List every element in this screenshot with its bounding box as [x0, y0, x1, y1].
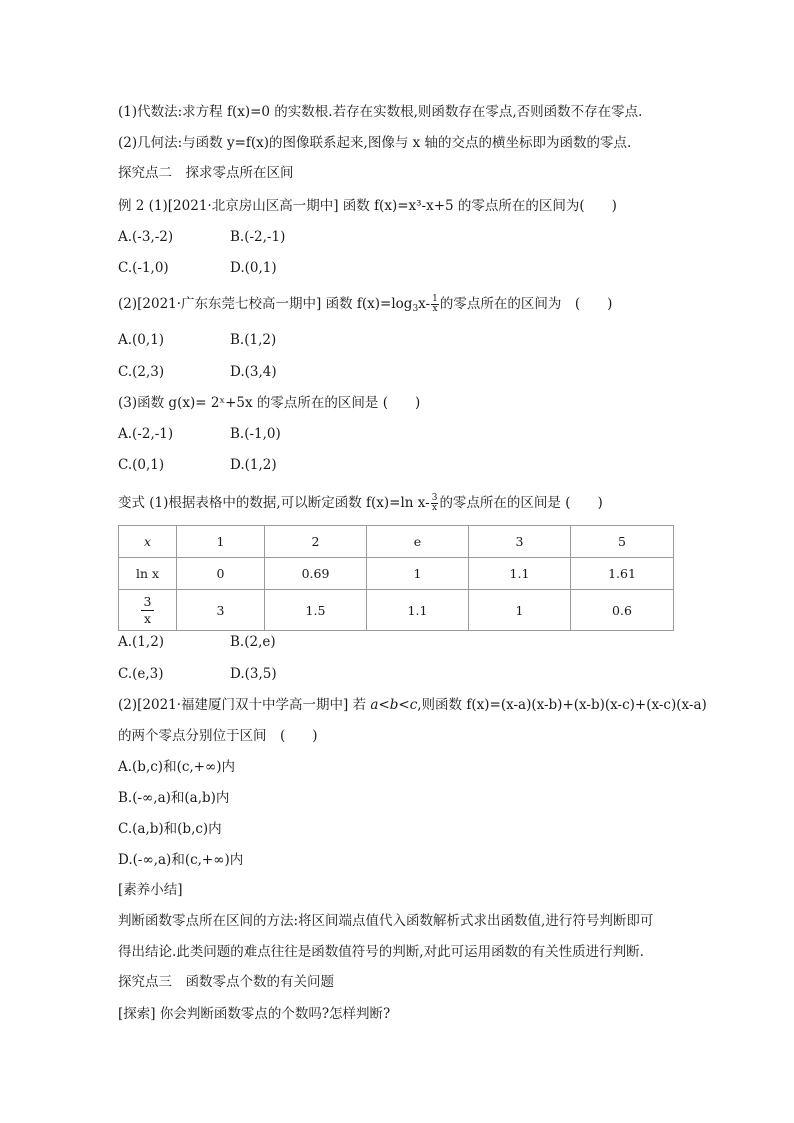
var1-option-d: D.(3,5): [230, 666, 277, 682]
variant-1: [118, 493, 603, 513]
variant-1-prefix: 变式 (1)根据表格中的数据,可以断定函数: [118, 495, 366, 511]
example-2-2: [118, 294, 612, 314]
var1-option-b: B.(2,e): [230, 634, 276, 650]
table-cell: e: [367, 526, 469, 558]
variant-1-func: f(x)=ln x-: [366, 495, 430, 511]
table-cell: 1: [177, 526, 265, 558]
variant-1-suffix: 的零点所在的区间是 ( ): [439, 495, 603, 511]
frac-num: 3: [431, 493, 438, 503]
ex1-option-a: A.(-3,-2): [118, 229, 174, 245]
method-geometric: (2)几何法:与函数 y=f(x)的图像联系起来,图像与 x 轴的交点的横坐标即为函数的零点.: [118, 135, 632, 151]
table-cell: 1: [469, 590, 571, 631]
frac-den: x: [432, 503, 438, 513]
example-2-1: [118, 196, 617, 216]
table-row-label: $\frac{3}{x}$: [119, 590, 177, 631]
var2-option-b: B.(-∞,a)和(a,b)内: [118, 790, 230, 806]
table-cell: 3: [177, 590, 265, 631]
ex3-option-d: D.(1,2): [230, 457, 277, 473]
example-2-2-suffix: 的零点所在的区间为 ( ): [439, 296, 613, 312]
example-2-1-prefix: 例 2 (1)[2021·北京房山区高一期中] 函数: [118, 198, 375, 214]
summary-heading: [素养小结]: [118, 882, 183, 898]
example-2-3-suffix: 的零点所在的区间是 ( ): [252, 395, 421, 411]
section-3-heading: 探究点三 函数零点个数的有关问题: [118, 974, 334, 990]
table-cell: 1.1: [469, 558, 571, 590]
table-cell: 2: [265, 526, 367, 558]
ex2-option-a: A.(0,1): [118, 332, 165, 348]
explore-question: [探索] 你会判断函数零点的个数吗?怎样判断?: [118, 1006, 391, 1022]
table-cell: 0.69: [265, 558, 367, 590]
table-cell: 1.1: [367, 590, 469, 631]
section-2-heading: 探究点二 探求零点所在区间: [118, 165, 294, 181]
table-cell: 1.5: [265, 590, 367, 631]
example-2-1-suffix: 的零点所在的区间为( ): [453, 198, 617, 214]
var1-option-a: A.(1,2): [118, 634, 165, 650]
variant-2-prefix: (2)[2021·福建厦门双十中学高一期中] 若: [118, 697, 371, 713]
var1-option-c: C.(e,3): [118, 666, 164, 682]
method-algebraic: (1)代数法:求方程 f(x)=0 的实数根.若存在实数根,则函数存在零点,否则函数不存在零点.: [118, 104, 643, 120]
table-cell: 0: [177, 558, 265, 590]
variant-2-line-2: 的两个零点分别位于区间 ( ): [118, 728, 318, 744]
example-2-3-prefix: (3)函数: [118, 395, 169, 411]
table-cell: 1: [367, 558, 469, 590]
var2-option-a: A.(b,c)和(c,+∞)内: [118, 759, 236, 775]
ex2-option-d: D.(3,4): [230, 364, 277, 380]
example-2-3-func: g(x)= 2ˣ+5x: [168, 395, 253, 411]
table-row: [119, 526, 674, 558]
var2-option-c: C.(a,b)和(b,c)内: [118, 821, 222, 837]
example-2-2-func: f(x)=log: [356, 296, 413, 312]
ex1-option-d: D.(0,1): [230, 260, 277, 276]
frac-num: 1: [432, 294, 438, 304]
table-cell: 3: [469, 526, 571, 558]
variant-2-line-1: [118, 695, 707, 715]
data-table: [118, 525, 674, 631]
table-cell: 0.6: [571, 590, 674, 631]
ex2-option-b: B.(1,2): [230, 332, 277, 348]
summary-line-2: 得出结论.此类问题的难点往往是函数值符号的判断,对此可运用函数的有关性质进行判断.: [118, 944, 644, 960]
fraction-3-over-x: [431, 494, 439, 513]
ex3-option-a: A.(-2,-1): [118, 426, 174, 442]
table-row-label: ln x: [119, 558, 177, 590]
ex1-option-c: C.(-1,0): [118, 260, 169, 276]
variant-2-cond: a<b<c: [370, 697, 418, 713]
ex2-option-c: C.(2,3): [118, 364, 165, 380]
table-row-label: x: [119, 526, 177, 558]
ex3-option-c: C.(0,1): [118, 457, 165, 473]
fraction-1-over-x: [431, 295, 439, 314]
table-row: [119, 590, 674, 631]
table-cell: 5: [571, 526, 674, 558]
log-base: 3: [412, 304, 419, 314]
ex1-option-b: B.(-2,-1): [230, 229, 286, 245]
variant-2-mid: ,则函数: [417, 697, 467, 713]
ex3-option-b: B.(-1,0): [230, 426, 281, 442]
example-2-2-var: x-: [418, 296, 431, 312]
example-2-3: [118, 393, 420, 413]
summary-line-1: 判断函数零点所在区间的方法:将区间端点值代入函数解析式求出函数值,进行符号判断即可: [118, 913, 654, 929]
example-2-1-func: f(x)=x³-x+5: [374, 198, 454, 214]
var2-option-d: D.(-∞,a)和(c,+∞)内: [118, 852, 244, 868]
example-2-2-prefix: (2)[2021·广东东莞七校高一期中] 函数: [118, 296, 357, 312]
frac-den: x: [432, 304, 438, 314]
table-row: [119, 558, 674, 590]
variant-2-func: f(x)=(x-a)(x-b)+(x-b)(x-c)+(x-c)(x-a): [466, 697, 707, 713]
table-cell: 1.61: [571, 558, 674, 590]
